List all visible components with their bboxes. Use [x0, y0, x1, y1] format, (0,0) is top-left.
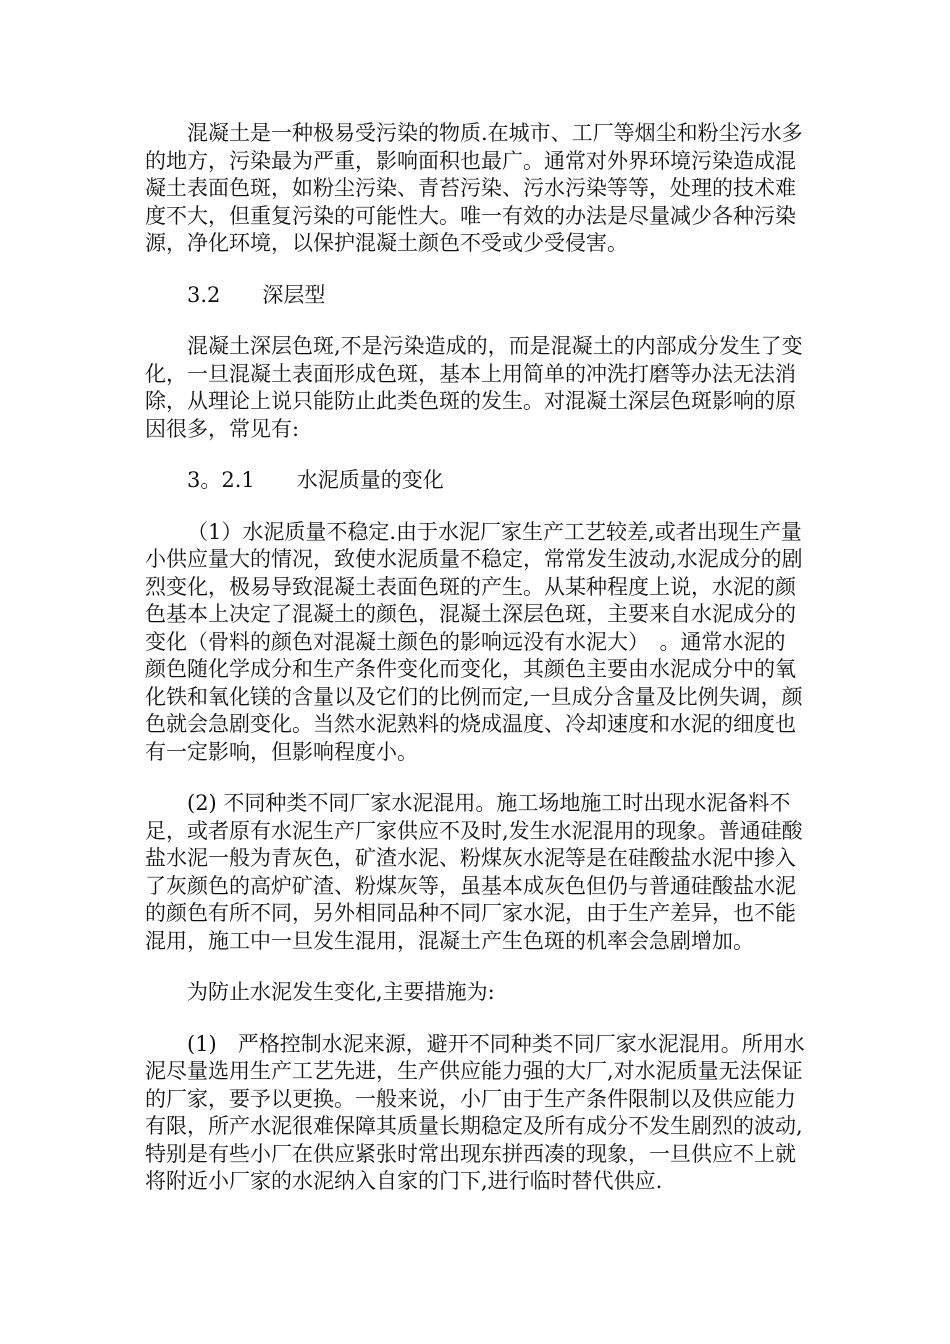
section-heading-3-2: 3.2 深层型 — [187, 282, 326, 307]
section-heading-3-2-1: 3。2.1 水泥质量的变化 — [187, 468, 444, 492]
paragraph-measures-intro: 为防止水泥发生变化,主要措施为: — [187, 980, 495, 1004]
paragraph-measure-1: (1) 严格控制水泥来源，避开不同种类不同厂家水泥混用。所用水泥尽量选用生产工艺先进，生产供应能力强的大厂,对水泥质量无法保证的厂家，要予以更换。一般来说，小厂由于生产条件限制以及供应能力有限，所产水泥很难保障其质量长期稳定及所有成分不发生剧烈的波动,特别是有些小厂在供应紧张时常出现东拼西凑的现象，一旦供应不上就将附近小厂家的水泥纳入自家的门下,进行临时替代供应. — [145, 1031, 805, 1193]
paragraph-deep-spots: 混凝土深层色斑,不是污染造成的，而是混凝土的内部成分发生了变化，一旦混凝土表面形成色斑，基本上用简单的冲洗打磨等办法无法消除，从理论上说只能防止此类色斑的发生。对混凝土深层色斑影响的原因很多，常见有: — [145, 334, 803, 441]
paragraph-pollution-intro: 混凝土是一种极易受污染的物质.在城市、工厂等烟尘和粉尘污水多的地方，污染最为严重，影响面积也最广。通常对外界环境污染造成混凝土表面色斑，如粉尘污染、青苔污染、污水污染等等，处理的技术难度不大，但重复污染的可能性大。唯一有效的办法是尽量减少各种污染源，净化环境，以保护混凝土颜色不受或少受侵害。 — [145, 121, 803, 255]
paragraph-cement-mixing: (2) 不同种类不同厂家水泥混用。施工场地施工时出现水泥备料不足，或者原有水泥生产厂家供应不及时,发生水泥混用的现象。普通硅酸盐水泥一般为青灰色，矿渣水泥、粉煤灰水泥等是在硅酸盐水泥中掺入了灰颜色的高炉矿渣、粉煤灰等，虽基本成灰色但仍与普通硅酸盐水泥的颜色有所不同，另外相同品种不同厂家水泥，由于生产差异，也不能混用，施工中一旦发生混用，混凝土产生色斑的机率会急剧增加。 — [145, 791, 803, 953]
paragraph-cement-quality: （1）水泥质量不稳定.由于水泥厂家生产工艺较差,或者出现生产量小供应量大的情况，致使水泥质量不稳定，常常发生波动,水泥成分的剧烈变化，极易导致混凝土表面色斑的产生。从某种程度上说，水泥的颜色基本上决定了混凝土的颜色，混凝土深层色斑，主要来自水泥成分的变化（骨料的颜色对混凝土颜色的影响远没有水泥大） 。通常水泥的颜色随化学成分和生产条件变化而变化，其颜色主要由水泥成分中的氧化铁和氧化镁的含量以及它们的比例而定,一旦成分含量及比例失调，颜色就会急剧变化。当然水泥熟料的烧成温度、冷却速度和水泥的细度也有一定影响，但影响程度小。 — [145, 519, 803, 764]
document-body — [145, 120, 805, 1220]
